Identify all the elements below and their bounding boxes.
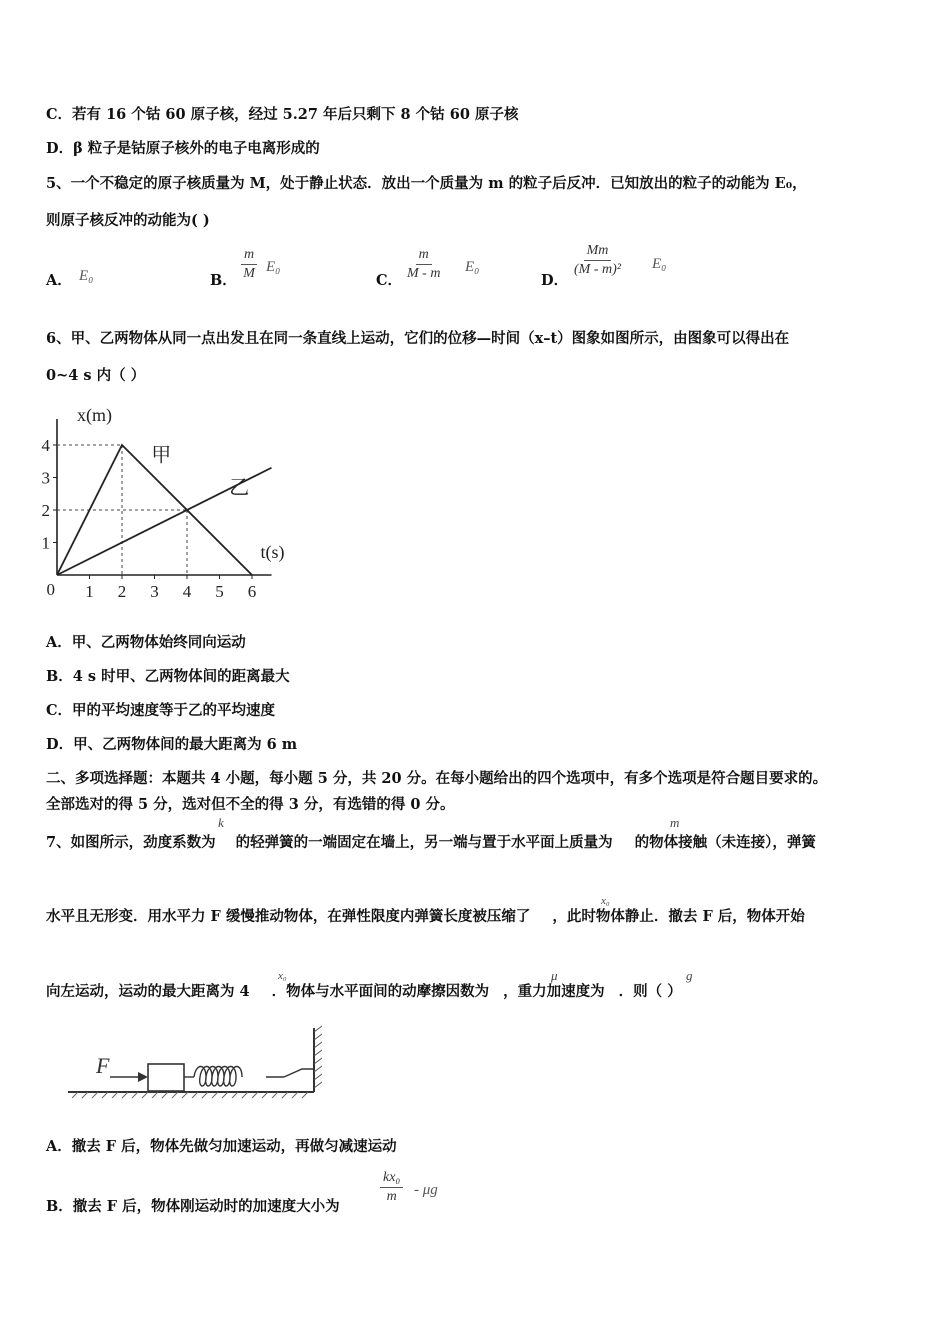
- x-tick-label: 4: [182, 582, 192, 601]
- q5-option-c-fraction: [407, 247, 440, 282]
- q5-option-a-math: E₀: [79, 268, 94, 284]
- q5-option-b-fraction: [241, 247, 257, 282]
- q7-line2: [46, 905, 805, 926]
- x-tick-label: 6: [247, 582, 257, 601]
- wall-hatching: [314, 1026, 322, 1088]
- q6-option-c: C．甲的平均速度等于乙的平均速度: [46, 702, 276, 719]
- q7-seg2a: 水平且无形变．用水平力 F 缓慢推动物体，在弹性限度内弹簧长度被压缩了: [46, 908, 531, 925]
- q5-option-b-tail: E₀: [266, 259, 281, 275]
- q5-stem-line2: 则原子核反冲的动能为( ): [46, 212, 210, 229]
- section2-line2: 全部选对的得 5 分，选对但不全的得 3 分，有选错的得 0 分。: [46, 796, 455, 813]
- y-tick-label: 4: [41, 436, 50, 455]
- y-axis-label: x(m): [77, 405, 112, 425]
- q5-option-b-numerator: m: [241, 247, 257, 265]
- q5-option-d-numerator: Mm: [584, 243, 612, 261]
- q7-option-b-fraction: [380, 1170, 403, 1205]
- q7-seg1a: 7、如图所示，劲度系数为: [46, 834, 216, 851]
- x-axis-label: t(s): [260, 542, 285, 562]
- q5-option-c-tail: E₀: [465, 259, 480, 275]
- q4-option-d: D．β 粒子是钴原子核外的电子电离形成的: [46, 140, 320, 157]
- q5-option-d-denominator: (M - m)²: [574, 262, 621, 277]
- q7-seg3b: ．物体与水平面间的动摩擦因数为: [271, 983, 490, 1000]
- x-tick-label: 3: [150, 582, 159, 601]
- x-tick-label: 2: [117, 582, 127, 601]
- q7-seg1c: 的物体接触（未连接），弹簧: [634, 834, 816, 851]
- q7-var-m: m: [670, 815, 680, 830]
- series-label-jia: 甲: [151, 444, 172, 467]
- xt-chart: [40, 393, 340, 608]
- q7-line1: [46, 831, 816, 852]
- q7-option-a: A．撤去 F 后，物体先做匀加速运动，再做匀减速运动: [46, 1138, 397, 1155]
- block: [148, 1064, 184, 1091]
- q5-stem-line1: 5、一个不稳定的原子核质量为 M，处于静止状态．放出一个质量为 m 的粒子后反冲．已知放出的粒子的动能为 E₀，: [46, 175, 807, 192]
- q7-option-b-denominator: m: [386, 1189, 397, 1204]
- section2-line1: 二、多项选择题：本题共 4 小题，每小题 5 分，共 20 分。在每小题给出的四个选项中，有多个选项是符合题目要求的。: [46, 770, 828, 787]
- q7-option-b-tail: - μg: [414, 1182, 438, 1198]
- spring-block-figure: [66, 1022, 328, 1102]
- q5-option-c-denominator: M - m: [407, 266, 441, 281]
- q7-seg3a: 向左运动，运动的最大距离为 4: [46, 983, 250, 1000]
- q7-var-k: k: [218, 815, 224, 830]
- spring-coil: [194, 1067, 242, 1087]
- q5-option-c-numerator: m: [416, 247, 432, 265]
- q7-line3: [46, 980, 682, 1001]
- x-tick-label: 5: [215, 582, 224, 601]
- y-tick-label: 1: [41, 533, 50, 553]
- q6-option-a: A．甲、乙两物体始终同向运动: [46, 634, 246, 651]
- y-tick-label: 2: [41, 501, 50, 520]
- q5-option-b-label: B．: [210, 272, 237, 289]
- force-arrow-head: [138, 1072, 148, 1082]
- q5-option-a-label: A．: [46, 272, 72, 289]
- q4-option-c: C．若有 16 个钴 60 原子核，经过 5.27 年后只剩下 8 个钴 60 原子核: [46, 106, 519, 123]
- q7-var-x0-b: x₀: [278, 970, 287, 982]
- q7-seg3c: ，重力加速度为: [503, 983, 605, 1000]
- q5-option-b-denominator: M: [243, 266, 255, 281]
- q5-option-c-label: C．: [376, 272, 403, 289]
- origin-label: 0: [46, 580, 55, 599]
- series-label-yi: 乙: [229, 476, 250, 499]
- q7-seg1b: 的轻弹簧的一端固定在墙上，另一端与置于水平面上质量为: [235, 834, 613, 851]
- q7-option-b: B．撤去 F 后，物体刚运动时的加速度大小为: [46, 1198, 340, 1215]
- q7-var-g: g: [686, 968, 693, 983]
- q7-seg3d: ．则（ ）: [618, 983, 682, 1000]
- q7-option-b-numerator: kx₀: [380, 1170, 403, 1188]
- q7-var-mu: μ: [551, 968, 558, 983]
- x-tick-label: 1: [85, 582, 94, 601]
- q6-stem-line2: 0~4 s 内（ ）: [46, 367, 146, 384]
- q6-stem-line1: 6、甲、乙两物体从同一点出发且在同一条直线上运动，它们的位移—时间（x–t）图象如图所示，由图象可以得出在: [46, 330, 790, 347]
- q5-option-d-label: D．: [541, 272, 569, 289]
- q5-option-d-fraction: [574, 243, 621, 278]
- force-label: F: [96, 1053, 110, 1078]
- q7-seg2b: ，此时物体静止．撤去 F 后，物体开始: [552, 908, 805, 925]
- q5-option-d-tail: E₀: [652, 256, 667, 272]
- q7-var-x0-a: x₀: [601, 895, 610, 907]
- q6-option-d: D．甲、乙两物体间的最大距离为 6 m: [46, 736, 298, 753]
- q6-option-b: B．4 s 时甲、乙两物体间的距离最大: [46, 668, 290, 685]
- y-tick-label: 3: [41, 468, 50, 488]
- spring-lead-wall: [284, 1069, 314, 1077]
